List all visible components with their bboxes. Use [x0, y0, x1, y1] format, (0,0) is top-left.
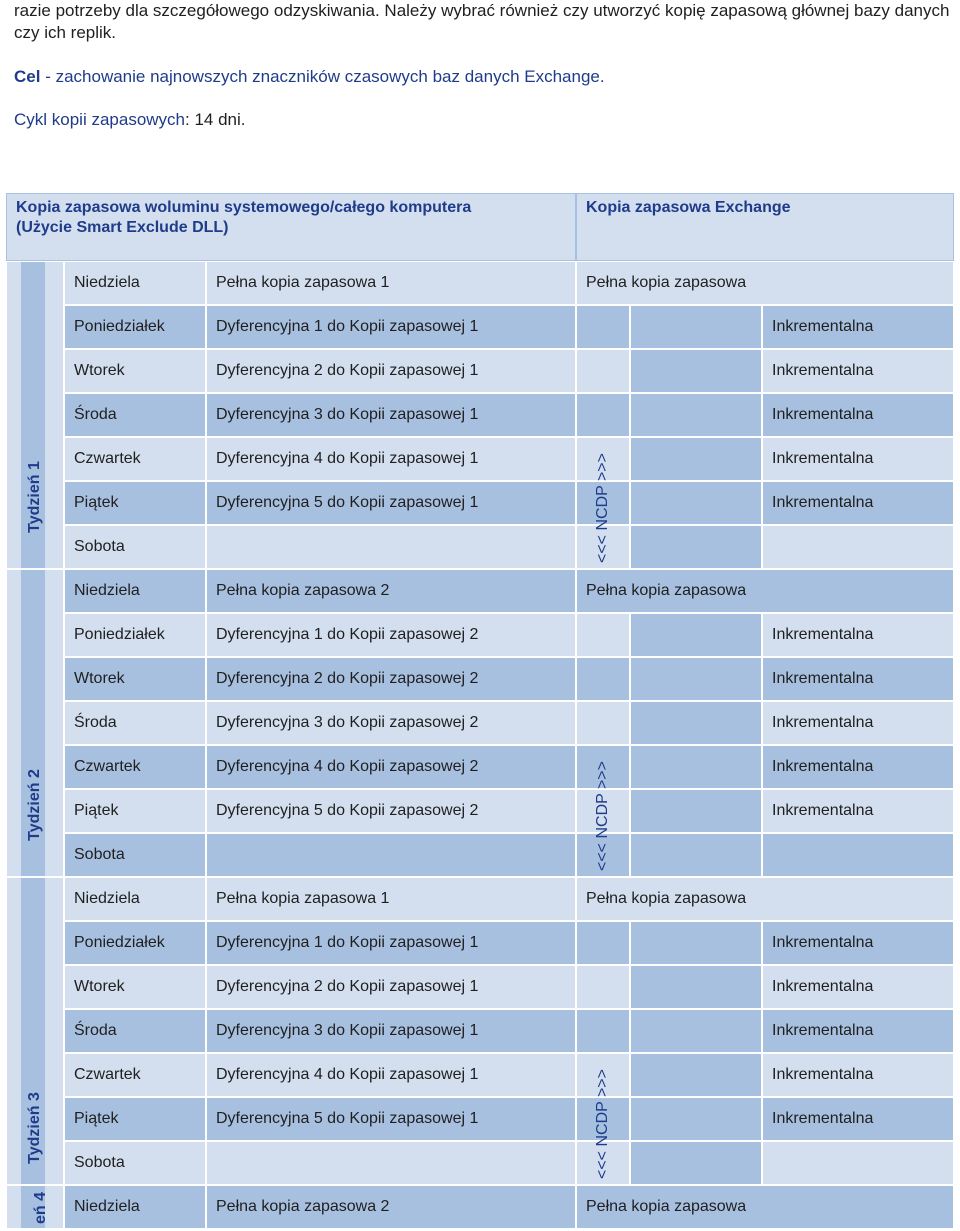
- exchange-incr-cell-text: Inkrementalna: [772, 318, 874, 335]
- backup-cell: [206, 877, 576, 921]
- backup-cell: [206, 393, 576, 437]
- ncdp-cell: [576, 1009, 630, 1053]
- week-label: [6, 1073, 64, 1183]
- day-cell-text: Czwartek: [74, 1066, 141, 1083]
- backup-cell: [206, 1053, 576, 1097]
- backup-cell: [206, 525, 576, 569]
- exchange-incr-cell: [762, 613, 954, 657]
- ncdp-cell: [630, 701, 762, 745]
- ncdp-cell: [630, 1097, 762, 1141]
- ncdp-cell: [630, 525, 762, 569]
- backup-cell-text: Dyferencyjna 5 do Kopii zapasowej 1: [216, 1110, 479, 1127]
- ncdp-cell: [576, 393, 630, 437]
- exchange-empty-cell: [762, 1141, 954, 1185]
- backup-cell-text: Dyferencyjna 5 do Kopii zapasowej 2: [216, 802, 479, 819]
- exchange-full-cell-text: Pełna kopia zapasowa: [586, 582, 747, 599]
- exchange-incr-cell: [762, 349, 954, 393]
- day-cell: [64, 437, 206, 481]
- day-cell: [64, 525, 206, 569]
- day-cell-text: Środa: [74, 406, 117, 423]
- ncdp-cell: [630, 833, 762, 877]
- exchange-full-cell-text: Pełna kopia zapasowa: [586, 274, 747, 291]
- day-cell-text: Piątek: [74, 802, 119, 819]
- backup-cell-text: Dyferencyjna 2 do Kopii zapasowej 2: [216, 670, 479, 687]
- exchange-empty-cell: [762, 833, 954, 877]
- backup-cell-text: Dyferencyjna 1 do Kopii zapasowej 1: [216, 318, 479, 335]
- exchange-incr-cell: [762, 305, 954, 349]
- day-cell-text: Wtorek: [74, 978, 125, 995]
- header-left-line1: Kopia zapasowa woluminu systemowego/całego komputera: [16, 199, 472, 216]
- day-cell: [64, 877, 206, 921]
- backup-cell: [206, 1185, 576, 1229]
- day-cell: [64, 1097, 206, 1141]
- backup-cell-text: Dyferencyjna 4 do Kopii zapasowej 1: [216, 1066, 479, 1083]
- exchange-incr-cell: [762, 921, 954, 965]
- exchange-incr-cell: [762, 481, 954, 525]
- ncdp-label-text: <<< NCDP >>>: [594, 453, 611, 563]
- exchange-incr-cell: [762, 1009, 954, 1053]
- day-cell: [64, 1185, 206, 1229]
- ncdp-cell: [576, 657, 630, 701]
- day-cell: [64, 1141, 206, 1185]
- exchange-incr-cell-text: Inkrementalna: [772, 1066, 874, 1083]
- ncdp-cell: [630, 745, 762, 789]
- backup-cell: [206, 349, 576, 393]
- backup-cell: [206, 569, 576, 613]
- ncdp-cell: [576, 349, 630, 393]
- day-cell-text: Niedziela: [74, 582, 140, 599]
- backup-cell-text: Dyferencyjna 3 do Kopii zapasowej 2: [216, 714, 479, 731]
- backup-cell-text: Pełna kopia zapasowa 2: [216, 1198, 390, 1215]
- exchange-full-cell-text: Pełna kopia zapasowa: [586, 890, 747, 907]
- ncdp-cell: [630, 921, 762, 965]
- day-cell: [64, 745, 206, 789]
- day-cell-text: Czwartek: [74, 758, 141, 775]
- exchange-incr-cell-text: Inkrementalna: [772, 758, 874, 775]
- exchange-full-cell: [576, 1185, 954, 1229]
- day-cell-text: Niedziela: [74, 1198, 140, 1215]
- backup-cell: [206, 701, 576, 745]
- week-label: [26, 1187, 56, 1229]
- ncdp-cell: [630, 481, 762, 525]
- exchange-incr-cell-text: Inkrementalna: [772, 406, 874, 423]
- week-label: [6, 427, 64, 567]
- backup-cell-text: Dyferencyjna 3 do Kopii zapasowej 1: [216, 1022, 479, 1039]
- header-right: Kopia zapasowa Exchange: [586, 199, 791, 216]
- backup-cell-text: Dyferencyjna 2 do Kopii zapasowej 1: [216, 978, 479, 995]
- ncdp-label: [576, 755, 630, 877]
- backup-cell: [206, 789, 576, 833]
- ncdp-label-text: <<< NCDP >>>: [594, 1069, 611, 1179]
- ncdp-cell: [630, 965, 762, 1009]
- ncdp-cell: [630, 1141, 762, 1185]
- exchange-incr-cell: [762, 393, 954, 437]
- backup-cell-text: Pełna kopia zapasowa 1: [216, 274, 390, 291]
- backup-cell: [206, 921, 576, 965]
- week-label-text: Tydzień 3: [26, 1092, 43, 1164]
- day-cell-text: Poniedziałek: [74, 626, 165, 643]
- backup-cell: [206, 261, 576, 305]
- backup-cell: [206, 745, 576, 789]
- header-exchange-backup: [576, 193, 954, 261]
- ncdp-cell: [630, 789, 762, 833]
- exchange-incr-cell-text: Inkrementalna: [772, 362, 874, 379]
- day-cell-text: Niedziela: [74, 274, 140, 291]
- day-cell-text: Sobota: [74, 538, 125, 555]
- day-cell-text: Poniedziałek: [74, 934, 165, 951]
- ncdp-cell: [630, 437, 762, 481]
- day-cell: [64, 613, 206, 657]
- exchange-incr-cell-text: Inkrementalna: [772, 978, 874, 995]
- exchange-incr-cell-text: Inkrementalna: [772, 1022, 874, 1039]
- backup-cell: [206, 1009, 576, 1053]
- day-cell: [64, 569, 206, 613]
- goal-label: Cel: [14, 67, 41, 86]
- day-cell: [64, 393, 206, 437]
- exchange-incr-cell: [762, 789, 954, 833]
- ncdp-cell: [630, 393, 762, 437]
- day-cell: [64, 261, 206, 305]
- backup-cell: [206, 1097, 576, 1141]
- ncdp-cell: [630, 1053, 762, 1097]
- day-cell: [64, 701, 206, 745]
- ncdp-cell: [630, 349, 762, 393]
- day-cell: [64, 921, 206, 965]
- backup-cell-text: Pełna kopia zapasowa 1: [216, 890, 390, 907]
- ncdp-cell: [576, 965, 630, 1009]
- day-cell-text: Środa: [74, 714, 117, 731]
- week-label-text: Tydzień 2: [26, 769, 43, 841]
- day-cell: [64, 657, 206, 701]
- exchange-incr-cell-text: Inkrementalna: [772, 494, 874, 511]
- exchange-incr-cell: [762, 1097, 954, 1141]
- cycle-label: Cykl kopii zapasowych: [14, 110, 186, 129]
- header-left-line2: (Użycie Smart Exclude DLL): [16, 219, 229, 236]
- day-cell: [64, 349, 206, 393]
- day-cell: [64, 305, 206, 349]
- ncdp-label: [576, 447, 630, 569]
- day-cell-text: Sobota: [74, 1154, 125, 1171]
- day-cell-text: Piątek: [74, 494, 119, 511]
- backup-cell-text: Dyferencyjna 1 do Kopii zapasowej 1: [216, 934, 479, 951]
- day-cell-text: Czwartek: [74, 450, 141, 467]
- day-cell-text: Piątek: [74, 1110, 119, 1127]
- backup-cell: [206, 833, 576, 877]
- backup-cell: [206, 481, 576, 525]
- exchange-full-cell: [576, 569, 954, 613]
- exchange-incr-cell: [762, 965, 954, 1009]
- day-cell-text: Niedziela: [74, 890, 140, 907]
- exchange-incr-cell-text: Inkrementalna: [772, 626, 874, 643]
- intro-line: razie potrzeby dla szczegółowego odzyskiwania. Należy wybrać również czy utworzyć kopię zapasową głównej bazy danych: [14, 1, 950, 20]
- day-cell: [64, 965, 206, 1009]
- day-cell-text: Wtorek: [74, 670, 125, 687]
- header-system-backup: [6, 193, 576, 261]
- week-label: [6, 735, 64, 875]
- day-cell-text: Sobota: [74, 846, 125, 863]
- backup-cell: [206, 437, 576, 481]
- ncdp-label-text: <<< NCDP >>>: [594, 761, 611, 871]
- backup-cell-text: Pełna kopia zapasowa 2: [216, 582, 390, 599]
- exchange-incr-cell-text: Inkrementalna: [772, 670, 874, 687]
- day-cell: [64, 1053, 206, 1097]
- exchange-incr-cell: [762, 437, 954, 481]
- cycle-text: : 14 dni.: [185, 110, 246, 129]
- exchange-incr-cell: [762, 657, 954, 701]
- backup-cell: [206, 305, 576, 349]
- backup-cell: [206, 965, 576, 1009]
- exchange-full-cell-text: Pełna kopia zapasowa: [586, 1198, 747, 1215]
- goal-text: - zachowanie najnowszych znaczników czasowych baz danych Exchange.: [40, 67, 605, 86]
- backup-cell: [206, 613, 576, 657]
- ncdp-cell: [630, 657, 762, 701]
- ncdp-cell: [630, 1009, 762, 1053]
- backup-cell-text: Dyferencyjna 1 do Kopii zapasowej 2: [216, 626, 479, 643]
- exchange-incr-cell: [762, 701, 954, 745]
- exchange-empty-cell: [762, 525, 954, 569]
- day-cell: [64, 789, 206, 833]
- day-cell: [64, 833, 206, 877]
- day-cell-text: Wtorek: [74, 362, 125, 379]
- exchange-full-cell: [576, 877, 954, 921]
- week-label-text: eń 4: [32, 1191, 50, 1225]
- exchange-full-cell: [576, 261, 954, 305]
- day-cell: [64, 481, 206, 525]
- ncdp-label: [576, 1063, 630, 1185]
- backup-cell: [206, 1141, 576, 1185]
- day-cell: [64, 1009, 206, 1053]
- exchange-incr-cell-text: Inkrementalna: [772, 714, 874, 731]
- day-cell-text: Środa: [74, 1022, 117, 1039]
- ncdp-cell: [576, 921, 630, 965]
- ncdp-cell: [576, 613, 630, 657]
- exchange-incr-cell-text: Inkrementalna: [772, 934, 874, 951]
- backup-cell-text: Dyferencyjna 2 do Kopii zapasowej 1: [216, 362, 479, 379]
- ncdp-cell: [576, 701, 630, 745]
- backup-cell-text: Dyferencyjna 3 do Kopii zapasowej 1: [216, 406, 479, 423]
- backup-cell-text: Dyferencyjna 4 do Kopii zapasowej 1: [216, 450, 479, 467]
- exchange-incr-cell-text: Inkrementalna: [772, 450, 874, 467]
- backup-cell-text: Dyferencyjna 5 do Kopii zapasowej 1: [216, 494, 479, 511]
- intro-line: czy ich replik.: [14, 23, 117, 42]
- week-label-text: Tydzień 1: [26, 461, 43, 533]
- exchange-incr-cell: [762, 745, 954, 789]
- exchange-incr-cell: [762, 1053, 954, 1097]
- exchange-incr-cell-text: Inkrementalna: [772, 1110, 874, 1127]
- day-cell-text: Poniedziałek: [74, 318, 165, 335]
- ncdp-cell: [630, 613, 762, 657]
- ncdp-cell: [576, 305, 630, 349]
- backup-cell: [206, 657, 576, 701]
- exchange-incr-cell-text: Inkrementalna: [772, 802, 874, 819]
- backup-cell-text: Dyferencyjna 4 do Kopii zapasowej 2: [216, 758, 479, 775]
- ncdp-cell: [630, 305, 762, 349]
